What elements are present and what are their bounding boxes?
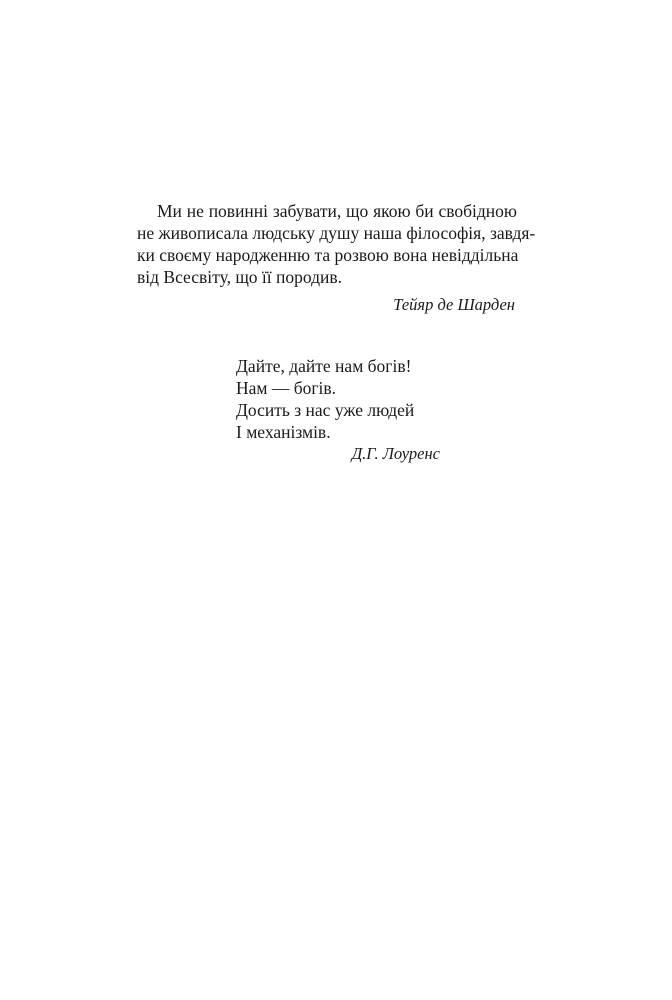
prose-line: від Всесвіту, що її породив. — [137, 267, 343, 287]
epigraph-verse — [236, 355, 440, 465]
epigraph-author: Тейяр де Шарден — [393, 295, 515, 314]
verse-line: Нам — богів. — [236, 378, 337, 398]
verse-line: І механізмів. — [236, 422, 331, 442]
verse-line: Досить з нас уже людей — [236, 400, 415, 420]
verse-line: Дайте, дайте нам богів! — [236, 356, 412, 376]
epigraph-author: Д.Г. Лоуренс — [351, 444, 440, 463]
epigraph-prose — [137, 200, 536, 316]
prose-line: не живописала людську душу наша філософія, завдя- — [137, 223, 536, 243]
prose-line: Ми не повинні забувати, що якою би свобідною — [157, 201, 517, 221]
prose-line: ки своєму народженню та розвою вона невіддільна — [137, 245, 519, 265]
